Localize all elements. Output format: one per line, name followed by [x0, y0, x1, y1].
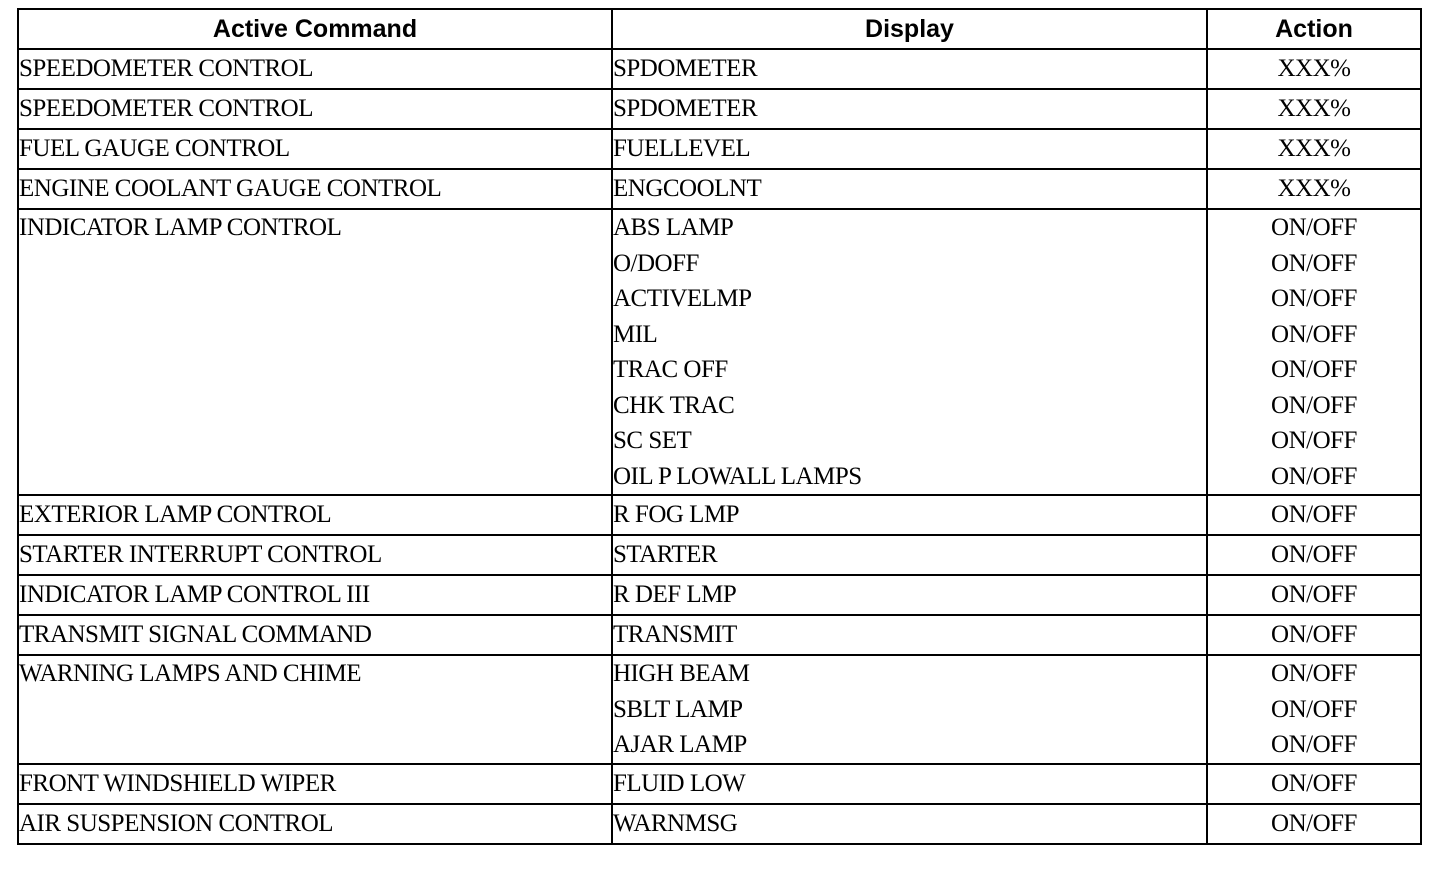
display-text: O/DOFF — [613, 249, 699, 277]
active-command-cell — [18, 89, 612, 129]
header-action: Action — [1207, 9, 1421, 49]
active-command-text: INDICATOR LAMP CONTROL — [19, 214, 342, 241]
display-text: ACTIVELMP — [613, 285, 752, 312]
active-command-cell — [18, 535, 612, 575]
display-cell — [612, 804, 1207, 844]
table-row — [18, 804, 1421, 844]
display-cell — [612, 89, 1207, 129]
action-cell — [1207, 535, 1421, 575]
table-row — [18, 535, 1421, 575]
action-text: ON/OFF — [1271, 769, 1357, 797]
table-row — [18, 575, 1421, 615]
display-text: FUELLEVEL — [613, 135, 751, 162]
display-text: TRANSMIT — [613, 621, 737, 648]
action-text: ON/OFF — [1271, 391, 1357, 419]
display-cell — [612, 209, 1207, 495]
action-text: XXX% — [1277, 135, 1351, 162]
action-cell — [1207, 209, 1421, 495]
display-text: STARTER — [613, 541, 718, 568]
table-row — [18, 209, 1421, 495]
active-command-table — [17, 8, 1422, 845]
active-command-text: INDICATOR LAMP CONTROL III — [19, 581, 370, 608]
table-row — [18, 89, 1421, 129]
display-cell — [612, 655, 1207, 764]
display-cell — [612, 49, 1207, 89]
display-text: WARNMSG — [613, 809, 738, 837]
table-row — [18, 129, 1421, 169]
action-text: ON/OFF — [1271, 501, 1357, 528]
active-command-cell — [18, 764, 612, 804]
action-text: ON/OFF — [1271, 249, 1357, 277]
active-command-text: EXTERIOR LAMP CONTROL — [19, 501, 332, 528]
action-text: ON/OFF — [1271, 285, 1357, 312]
active-command-text: SPEEDOMETER CONTROL — [19, 95, 313, 122]
action-cell — [1207, 764, 1421, 804]
display-text: CHK TRAC — [613, 391, 735, 419]
active-command-cell — [18, 655, 612, 764]
action-text: ON/OFF — [1271, 731, 1357, 758]
display-cell — [612, 764, 1207, 804]
table-row — [18, 764, 1421, 804]
action-cell — [1207, 169, 1421, 209]
active-command-text: SPEEDOMETER CONTROL — [19, 55, 313, 82]
display-cell — [612, 615, 1207, 655]
display-cell — [612, 535, 1207, 575]
action-text: ON/OFF — [1271, 581, 1357, 608]
table-row — [18, 495, 1421, 535]
action-text: ON/OFF — [1271, 320, 1357, 348]
active-command-text: FUEL GAUGE CONTROL — [19, 135, 290, 162]
active-command-cell — [18, 575, 612, 615]
action-text: XXX% — [1277, 95, 1351, 122]
table-row — [18, 655, 1421, 764]
active-command-text: AIR SUSPENSION CONTROL — [19, 809, 334, 837]
active-command-text: FRONT WINDSHIELD WIPER — [19, 769, 336, 797]
display-text: R FOG LMP — [613, 501, 740, 528]
display-text: SPDOMETER — [613, 95, 758, 122]
display-cell — [612, 575, 1207, 615]
display-text: SBLT LAMP — [613, 695, 743, 723]
display-cell — [612, 495, 1207, 535]
display-cell — [612, 129, 1207, 169]
display-cell — [612, 169, 1207, 209]
action-text: XXX% — [1277, 175, 1351, 202]
active-command-text: WARNING LAMPS AND CHIME — [19, 660, 361, 687]
action-text: ON/OFF — [1271, 427, 1357, 454]
action-cell — [1207, 804, 1421, 844]
action-cell — [1207, 615, 1421, 655]
action-cell — [1207, 495, 1421, 535]
active-command-text: STARTER INTERRUPT CONTROL — [19, 541, 382, 568]
display-text: R DEF LMP — [613, 581, 737, 608]
display-text: HIGH BEAM — [613, 660, 750, 687]
action-text: ON/OFF — [1271, 541, 1357, 568]
header-row — [18, 9, 1421, 49]
action-cell — [1207, 89, 1421, 129]
action-text: ON/OFF — [1271, 660, 1357, 687]
active-command-cell — [18, 804, 612, 844]
active-command-cell — [18, 129, 612, 169]
display-text: MIL — [613, 320, 658, 348]
active-command-text: TRANSMIT SIGNAL COMMAND — [19, 621, 372, 648]
table-row — [18, 49, 1421, 89]
action-cell — [1207, 575, 1421, 615]
header-display: Display — [612, 9, 1207, 49]
display-text: ENGCOOLNT — [613, 175, 762, 202]
display-text: AJAR LAMP — [613, 731, 747, 758]
action-text: ON/OFF — [1271, 214, 1357, 241]
active-command-cell — [18, 209, 612, 495]
action-text: ON/OFF — [1271, 809, 1357, 837]
table-row — [18, 615, 1421, 655]
display-text: SPDOMETER — [613, 55, 758, 82]
action-cell — [1207, 129, 1421, 169]
active-command-cell — [18, 495, 612, 535]
display-text: FLUID LOW — [613, 769, 746, 797]
active-command-cell — [18, 169, 612, 209]
active-command-cell — [18, 49, 612, 89]
action-text: ON/OFF — [1271, 356, 1357, 383]
display-text: OIL P LOWALL LAMPS — [613, 462, 862, 490]
active-command-text: ENGINE COOLANT GAUGE CONTROL — [19, 175, 442, 202]
action-text: XXX% — [1277, 55, 1351, 82]
active-command-cell — [18, 615, 612, 655]
action-text: ON/OFF — [1271, 462, 1357, 490]
table-row — [18, 169, 1421, 209]
header-active-command: Active Command — [18, 9, 612, 49]
action-text: ON/OFF — [1271, 695, 1357, 723]
table-body — [18, 49, 1421, 844]
action-text: ON/OFF — [1271, 621, 1357, 648]
display-text: TRAC OFF — [613, 356, 728, 383]
action-cell — [1207, 655, 1421, 764]
action-cell — [1207, 49, 1421, 89]
display-text: SC SET — [613, 427, 692, 454]
display-text: ABS LAMP — [613, 214, 734, 241]
